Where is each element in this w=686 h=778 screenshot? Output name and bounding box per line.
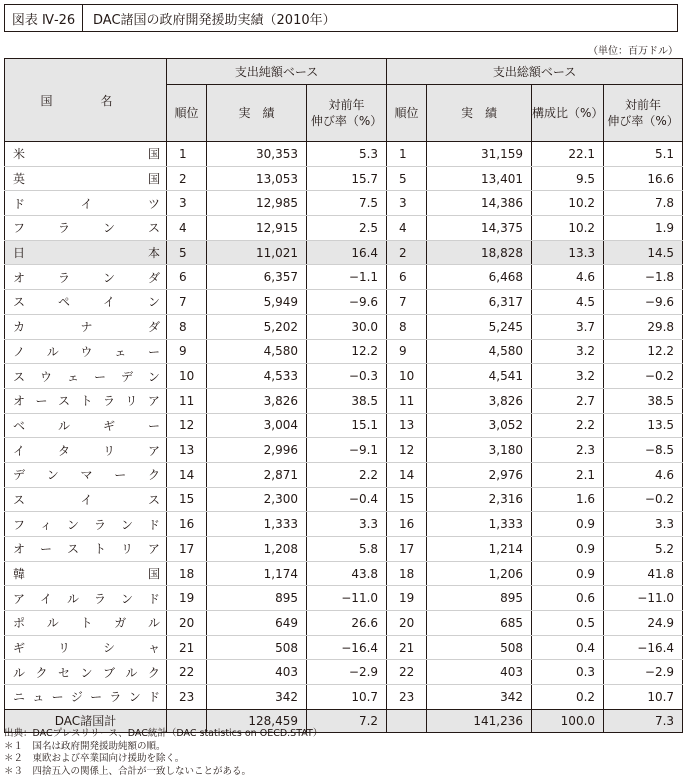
table-row <box>5 487 683 512</box>
net-rank-cell: 20 <box>167 611 207 636</box>
net-yoy-cell: 7.5 <box>307 191 387 216</box>
gross-rank-cell: 10 <box>387 364 427 389</box>
table-row <box>5 339 683 364</box>
table-row <box>5 561 683 586</box>
country-name: イ タ リ ア <box>5 438 167 463</box>
country-name: ス ウ ェ ー デ ン <box>5 364 167 389</box>
gross-rank-cell: 3 <box>387 191 427 216</box>
table-row <box>5 512 683 537</box>
net-rank-cell: 12 <box>167 413 207 438</box>
net-rank-cell: 10 <box>167 364 207 389</box>
gross-amount-cell: 14,386 <box>427 191 532 216</box>
header-gross-group: 支出総額ベース <box>387 59 683 85</box>
gross-yoy-cell: −1.8 <box>604 265 683 290</box>
header-net-group: 支出純額ベース <box>167 59 387 85</box>
gross-amount-cell: 403 <box>427 660 532 685</box>
net-amount-cell: 12,915 <box>207 216 307 241</box>
net-amount-cell: 6,357 <box>207 265 307 290</box>
share-cell: 9.5 <box>532 166 604 191</box>
net-yoy-cell: −16.4 <box>307 635 387 660</box>
gross-amount-cell: 1,214 <box>427 537 532 562</box>
net-amount-cell: 508 <box>207 635 307 660</box>
gross-amount-cell: 1,206 <box>427 561 532 586</box>
gross-yoy-cell: −11.0 <box>604 586 683 611</box>
gross-rank-cell: 18 <box>387 561 427 586</box>
net-rank-cell: 18 <box>167 561 207 586</box>
share-cell: 2.1 <box>532 462 604 487</box>
total-gross-yoy: 7.3 <box>604 709 683 732</box>
gross-yoy-cell: 12.2 <box>604 339 683 364</box>
share-cell: 0.9 <box>532 561 604 586</box>
share-cell: 10.2 <box>532 216 604 241</box>
country-name: ス ペ イ ン <box>5 290 167 315</box>
table-row <box>5 191 683 216</box>
share-cell: 0.6 <box>532 586 604 611</box>
gross-amount-cell: 895 <box>427 586 532 611</box>
country-name: ベ ル ギ ー <box>5 413 167 438</box>
net-amount-cell: 5,202 <box>207 314 307 339</box>
gross-amount-cell: 18,828 <box>427 240 532 265</box>
net-amount-cell: 342 <box>207 685 307 710</box>
gross-rank-cell: 21 <box>387 635 427 660</box>
net-rank-cell: 16 <box>167 512 207 537</box>
share-cell: 0.3 <box>532 660 604 685</box>
note-source: 出典：DACプレスリリース、DAC統計（DAC statistics on OECD.STAT） <box>4 728 323 739</box>
table-row <box>5 388 683 413</box>
table-row <box>5 290 683 315</box>
total-share: 100.0 <box>532 709 604 732</box>
net-amount-cell: 12,985 <box>207 191 307 216</box>
share-cell: 3.2 <box>532 339 604 364</box>
table-row <box>5 438 683 463</box>
gross-rank-cell: 8 <box>387 314 427 339</box>
table-row <box>5 635 683 660</box>
net-rank-cell: 8 <box>167 314 207 339</box>
net-rank-cell: 22 <box>167 660 207 685</box>
header-net-rank: 順位 <box>167 85 207 142</box>
net-rank-cell: 3 <box>167 191 207 216</box>
table-row <box>5 413 683 438</box>
gross-amount-cell: 3,826 <box>427 388 532 413</box>
gross-amount-cell: 1,333 <box>427 512 532 537</box>
gross-amount-cell: 5,245 <box>427 314 532 339</box>
net-amount-cell: 2,996 <box>207 438 307 463</box>
net-yoy-cell: 16.4 <box>307 240 387 265</box>
net-yoy-cell: 15.7 <box>307 166 387 191</box>
gross-rank-cell: 12 <box>387 438 427 463</box>
net-yoy-cell: 3.3 <box>307 512 387 537</box>
gross-yoy-cell: 16.6 <box>604 166 683 191</box>
gross-rank-cell: 1 <box>387 142 427 167</box>
gross-amount-cell: 31,159 <box>427 142 532 167</box>
country-name: オ ー ス ト リ ア <box>5 537 167 562</box>
note-1: ＊１ 国名は政府開発援助純額の順。 <box>4 740 166 752</box>
net-yoy-cell: −9.1 <box>307 438 387 463</box>
net-yoy-cell: 30.0 <box>307 314 387 339</box>
share-cell: 3.2 <box>532 364 604 389</box>
net-yoy-cell: 15.1 <box>307 413 387 438</box>
share-cell: 0.9 <box>532 512 604 537</box>
net-rank-cell: 19 <box>167 586 207 611</box>
net-amount-cell: 4,580 <box>207 339 307 364</box>
gross-yoy-cell: 29.8 <box>604 314 683 339</box>
share-cell: 2.7 <box>532 388 604 413</box>
country-name: ア イ ル ラ ン ド <box>5 586 167 611</box>
net-amount-cell: 2,300 <box>207 487 307 512</box>
gross-yoy-cell: −9.6 <box>604 290 683 315</box>
table-row <box>5 537 683 562</box>
net-amount-cell: 403 <box>207 660 307 685</box>
gross-rank-cell: 7 <box>387 290 427 315</box>
gross-rank-cell: 13 <box>387 413 427 438</box>
header-net-amount: 実 績 <box>207 85 307 142</box>
share-cell: 10.2 <box>532 191 604 216</box>
country-name: カ ナ ダ <box>5 314 167 339</box>
net-amount-cell: 2,871 <box>207 462 307 487</box>
gross-amount-cell: 3,052 <box>427 413 532 438</box>
gross-yoy-cell: 1.9 <box>604 216 683 241</box>
gross-yoy-cell: 38.5 <box>604 388 683 413</box>
net-amount-cell: 1,174 <box>207 561 307 586</box>
net-yoy-cell: 5.3 <box>307 142 387 167</box>
net-rank-cell: 2 <box>167 166 207 191</box>
net-yoy-cell: 2.2 <box>307 462 387 487</box>
gross-amount-cell: 2,316 <box>427 487 532 512</box>
share-cell: 4.6 <box>532 265 604 290</box>
net-amount-cell: 11,021 <box>207 240 307 265</box>
share-cell: 0.5 <box>532 611 604 636</box>
net-amount-cell: 895 <box>207 586 307 611</box>
table-row <box>5 364 683 389</box>
net-amount-cell: 3,004 <box>207 413 307 438</box>
oda-table <box>4 58 683 733</box>
header-gross-amount: 実 績 <box>427 85 532 142</box>
table-row <box>5 216 683 241</box>
net-amount-cell: 1,333 <box>207 512 307 537</box>
net-yoy-cell: −1.1 <box>307 265 387 290</box>
net-rank-cell: 17 <box>167 537 207 562</box>
share-cell: 0.2 <box>532 685 604 710</box>
net-rank-cell: 13 <box>167 438 207 463</box>
net-yoy-cell: 12.2 <box>307 339 387 364</box>
gross-amount-cell: 4,541 <box>427 364 532 389</box>
net-rank-cell: 7 <box>167 290 207 315</box>
net-yoy-cell: 5.8 <box>307 537 387 562</box>
net-amount-cell: 4,533 <box>207 364 307 389</box>
net-rank-cell: 21 <box>167 635 207 660</box>
share-cell: 4.5 <box>532 290 604 315</box>
net-yoy-cell: 2.5 <box>307 216 387 241</box>
net-yoy-cell: −0.3 <box>307 364 387 389</box>
gross-yoy-cell: 24.9 <box>604 611 683 636</box>
country-name: ギ リ シ ャ <box>5 635 167 660</box>
gross-yoy-cell: 7.8 <box>604 191 683 216</box>
table-row <box>5 586 683 611</box>
country-name: 韓 国 <box>5 561 167 586</box>
header-net-yoy: 対前年 伸び率（%） <box>307 85 387 142</box>
share-cell: 22.1 <box>532 142 604 167</box>
total-net-yoy: 7.2 <box>307 709 387 732</box>
net-rank-cell: 11 <box>167 388 207 413</box>
total-label: DAC諸国計 <box>5 709 167 732</box>
country-name: オ ー ス ト ラ リ ア <box>5 388 167 413</box>
country-name: ル ク セ ン ブ ル ク <box>5 660 167 685</box>
notes <box>4 728 322 778</box>
table-row <box>5 462 683 487</box>
gross-amount-cell: 3,180 <box>427 438 532 463</box>
gross-yoy-cell: −8.5 <box>604 438 683 463</box>
gross-rank-cell: 17 <box>387 537 427 562</box>
share-cell: 13.3 <box>532 240 604 265</box>
share-cell: 3.7 <box>532 314 604 339</box>
share-cell: 0.4 <box>532 635 604 660</box>
country-name: ノ ル ウ ェ ー <box>5 339 167 364</box>
gross-yoy-cell: 4.6 <box>604 462 683 487</box>
net-yoy-cell: −11.0 <box>307 586 387 611</box>
gross-rank-cell: 23 <box>387 685 427 710</box>
net-rank-cell: 6 <box>167 265 207 290</box>
gross-yoy-cell: 13.5 <box>604 413 683 438</box>
net-rank-cell: 4 <box>167 216 207 241</box>
figure-title-box <box>4 4 678 32</box>
figure-title: DAC諸国の政府開発援助実績（2010年） <box>93 12 336 28</box>
country-name: 英 国 <box>5 166 167 191</box>
gross-rank-cell: 14 <box>387 462 427 487</box>
table-row <box>5 660 683 685</box>
net-amount-cell: 13,053 <box>207 166 307 191</box>
country-name: ポ ル ト ガ ル <box>5 611 167 636</box>
gross-amount-cell: 342 <box>427 685 532 710</box>
net-rank-cell: 15 <box>167 487 207 512</box>
gross-rank-cell: 4 <box>387 216 427 241</box>
gross-amount-cell: 6,468 <box>427 265 532 290</box>
header-gross-yoy: 対前年 伸び率（%） <box>604 85 683 142</box>
gross-rank-cell: 19 <box>387 586 427 611</box>
country-name: 米 国 <box>5 142 167 167</box>
total-net-amount: 128,459 <box>207 709 307 732</box>
country-name: ス イ ス <box>5 487 167 512</box>
gross-rank-cell: 15 <box>387 487 427 512</box>
gross-amount-cell: 14,375 <box>427 216 532 241</box>
gross-yoy-cell: 3.3 <box>604 512 683 537</box>
net-rank-cell: 9 <box>167 339 207 364</box>
gross-yoy-cell: −16.4 <box>604 635 683 660</box>
gross-amount-cell: 2,976 <box>427 462 532 487</box>
share-cell: 2.2 <box>532 413 604 438</box>
table-row <box>5 142 683 167</box>
country-name: 日 本 <box>5 240 167 265</box>
gross-rank-cell: 2 <box>387 240 427 265</box>
gross-yoy-cell: −2.9 <box>604 660 683 685</box>
table-row <box>5 265 683 290</box>
country-name: フ ィ ン ラ ン ド <box>5 512 167 537</box>
gross-yoy-cell: 41.8 <box>604 561 683 586</box>
figure-number: 図表 Ⅳ-26 <box>5 5 83 31</box>
note-3: ＊３ 四捨五入の関係上、合計が一致しないことがある。 <box>4 765 252 777</box>
gross-amount-cell: 508 <box>427 635 532 660</box>
header-gross-rank: 順位 <box>387 85 427 142</box>
net-amount-cell: 1,208 <box>207 537 307 562</box>
gross-yoy-cell: 5.1 <box>604 142 683 167</box>
net-amount-cell: 3,826 <box>207 388 307 413</box>
gross-amount-cell: 4,580 <box>427 339 532 364</box>
net-yoy-cell: 26.6 <box>307 611 387 636</box>
country-name: ニ ュ ー ジ ー ラ ン ド <box>5 685 167 710</box>
gross-rank-cell: 9 <box>387 339 427 364</box>
gross-rank-cell: 22 <box>387 660 427 685</box>
country-name: フ ラ ン ス <box>5 216 167 241</box>
gross-yoy-cell: 14.5 <box>604 240 683 265</box>
net-rank-cell: 5 <box>167 240 207 265</box>
gross-rank-cell: 11 <box>387 388 427 413</box>
gross-rank-cell: 5 <box>387 166 427 191</box>
net-amount-cell: 649 <box>207 611 307 636</box>
net-yoy-cell: 43.8 <box>307 561 387 586</box>
table-row <box>5 240 683 265</box>
gross-rank-cell: 16 <box>387 512 427 537</box>
net-yoy-cell: −9.6 <box>307 290 387 315</box>
gross-amount-cell: 6,317 <box>427 290 532 315</box>
net-rank-cell: 23 <box>167 685 207 710</box>
header-share: 構成比（%） <box>532 85 604 142</box>
share-cell: 0.9 <box>532 537 604 562</box>
header-country: 国 名 <box>5 59 167 142</box>
gross-amount-cell: 13,401 <box>427 166 532 191</box>
gross-amount-cell: 685 <box>427 611 532 636</box>
net-yoy-cell: −0.4 <box>307 487 387 512</box>
net-amount-cell: 30,353 <box>207 142 307 167</box>
net-rank-cell: 14 <box>167 462 207 487</box>
net-yoy-cell: −2.9 <box>307 660 387 685</box>
country-name: ド イ ツ <box>5 191 167 216</box>
table-row <box>5 166 683 191</box>
net-amount-cell: 5,949 <box>207 290 307 315</box>
net-rank-cell: 1 <box>167 142 207 167</box>
country-name: オ ラ ン ダ <box>5 265 167 290</box>
note-2: ＊２ 東欧および卒業国向け援助を除く。 <box>4 753 185 764</box>
unit-label: （単位：百万ドル） <box>588 46 678 57</box>
gross-rank-cell: 6 <box>387 265 427 290</box>
gross-yoy-cell: −0.2 <box>604 487 683 512</box>
table-row <box>5 685 683 710</box>
total-gross-amount: 141,236 <box>427 709 532 732</box>
gross-rank-cell: 20 <box>387 611 427 636</box>
share-cell: 1.6 <box>532 487 604 512</box>
total-gross-rank <box>387 709 427 732</box>
net-yoy-cell: 38.5 <box>307 388 387 413</box>
gross-yoy-cell: −0.2 <box>604 364 683 389</box>
net-yoy-cell: 10.7 <box>307 685 387 710</box>
share-cell: 2.3 <box>532 438 604 463</box>
gross-yoy-cell: 10.7 <box>604 685 683 710</box>
country-name: デ ン マ ー ク <box>5 462 167 487</box>
gross-yoy-cell: 5.2 <box>604 537 683 562</box>
table-row <box>5 314 683 339</box>
table-row <box>5 611 683 636</box>
